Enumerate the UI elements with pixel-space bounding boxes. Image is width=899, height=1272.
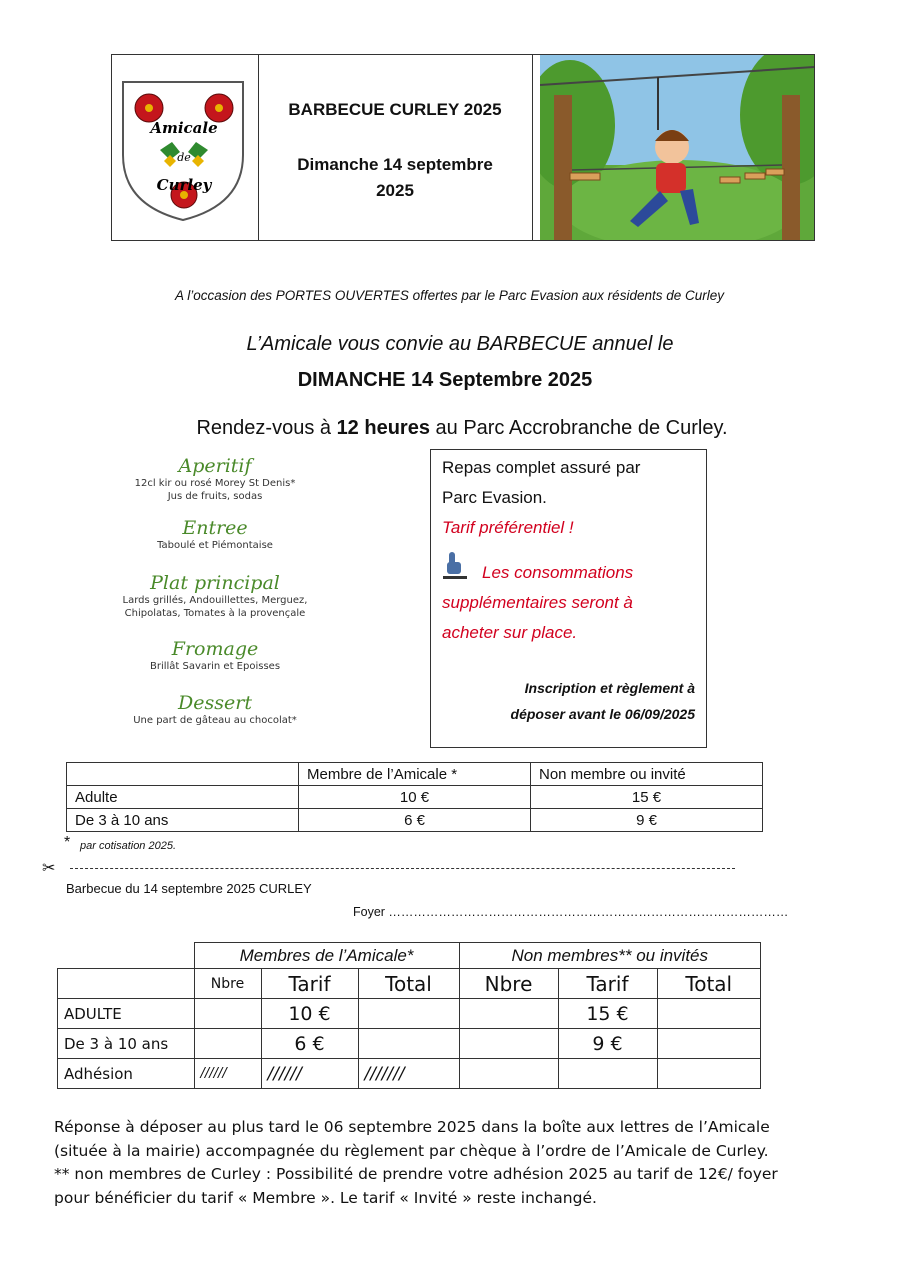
menu-item-dessert	[110, 692, 320, 727]
amicale-crest-logo	[112, 55, 258, 240]
menu-title: Fromage	[171, 638, 259, 660]
group-non-members-header: Non membres** ou invités	[459, 943, 761, 969]
invite-line: L’Amicale vous convie au BARBECUE annuel le	[246, 333, 674, 355]
rdv-line	[0, 417, 899, 440]
menu-desc: Chipolatas, Tomates à la provençale	[124, 608, 306, 619]
input-cell[interactable]	[358, 1029, 459, 1059]
table-cell: 15 €	[558, 999, 657, 1029]
menu-item-entree	[110, 517, 320, 572]
input-cell[interactable]	[194, 1029, 261, 1059]
cut-line	[70, 868, 735, 869]
input-cell[interactable]	[459, 1059, 558, 1089]
table-cell: De 3 à 10 ans	[67, 809, 299, 832]
input-cell[interactable]	[657, 1059, 761, 1089]
row-label: De 3 à 10 ans	[58, 1029, 195, 1059]
header-table	[111, 54, 815, 241]
table-row	[58, 943, 761, 969]
rdv-time: 12 heures	[336, 417, 430, 439]
table-cell: 15 €	[531, 786, 763, 809]
table-cell: 6 €	[299, 809, 531, 832]
menu-title: Aperitif	[178, 455, 252, 477]
input-cell[interactable]	[459, 1029, 558, 1059]
input-cell[interactable]	[558, 1059, 657, 1089]
pointing-hand-icon	[443, 550, 467, 580]
input-cell[interactable]	[358, 999, 459, 1029]
menu-list	[110, 455, 320, 727]
table-cell: 10 €	[261, 999, 358, 1029]
scissors-icon: ✂	[42, 860, 56, 877]
footer-line: pour bénéficier du tarif « Membre ». Le tarif « Invité » reste inchangé.	[54, 1188, 597, 1207]
group-members-header: Membres de l’Amicale*	[194, 943, 459, 969]
table-header: Non membre ou invité	[531, 763, 763, 786]
table-cell	[58, 943, 195, 969]
event-title-cell	[258, 55, 533, 240]
table-row	[67, 809, 763, 832]
table-cell	[58, 969, 195, 999]
row-label: Adhésion	[58, 1059, 195, 1089]
menu-title: Plat principal	[150, 572, 280, 594]
footer-line: Réponse à déposer au plus tard le 06 septembre 2025 dans la boîte aux lettres de l’Amicale	[54, 1118, 770, 1136]
cotisation-note: par cotisation 2025.	[80, 840, 177, 852]
footer-line: ** non membres de Curley : Possibilité de prendre votre adhésion 2025 au tarif de 12€/ foyer	[54, 1165, 778, 1183]
table-row	[58, 969, 761, 999]
col-total: Total	[358, 969, 459, 999]
price-table	[66, 762, 763, 832]
table-cell: //////	[194, 1059, 261, 1089]
table-cell: 9 €	[558, 1029, 657, 1059]
table-row	[58, 1059, 761, 1089]
tarif-preferentiel: Tarif préférentiel !	[442, 518, 574, 537]
foyer-field[interactable]: Foyer ……………………………………………………………………………………	[353, 905, 789, 919]
table-row	[58, 1029, 761, 1059]
svg-text:Curley: Curley	[156, 176, 212, 194]
conso-line3: acheter sur place.	[442, 623, 578, 642]
input-cell[interactable]	[657, 1029, 761, 1059]
menu-desc: Jus de fruits, sodas	[167, 491, 263, 502]
menu-item-fromage	[110, 638, 320, 692]
table-cell: 9 €	[531, 809, 763, 832]
menu-desc: Taboulé et Piémontaise	[157, 540, 273, 551]
cotisation-star: *	[64, 834, 71, 851]
table-cell: //////	[261, 1059, 358, 1089]
col-nbre: Nbre	[194, 969, 261, 999]
col-tarif: Tarif	[558, 969, 657, 999]
menu-item-aperitif	[110, 455, 320, 517]
inscription-line1: Inscription et règlement à	[524, 680, 695, 696]
table-cell	[67, 763, 299, 786]
col-tarif: Tarif	[261, 969, 358, 999]
logo-cell	[112, 55, 259, 240]
date-line: DIMANCHE 14 Septembre 2025	[297, 369, 593, 391]
conso-line2: supplémentaires seront à	[442, 593, 633, 612]
table-cell: 6 €	[261, 1029, 358, 1059]
menu-title: Entree	[182, 517, 248, 539]
inscription-line2: déposer avant le 06/09/2025	[510, 706, 695, 722]
info-line1: Repas complet assuré par	[442, 458, 641, 477]
table-cell: Adulte	[67, 786, 299, 809]
col-nbre: Nbre	[459, 969, 558, 999]
table-row	[67, 763, 763, 786]
footer-notes	[54, 1116, 884, 1210]
event-title: BARBECUE CURLEY 2025	[288, 100, 502, 119]
table-cell: 10 €	[299, 786, 531, 809]
conso-line1: Les consommations	[482, 563, 634, 582]
info-box	[430, 449, 707, 748]
rdv-post: au Parc Accrobranche de Curley.	[429, 417, 728, 439]
order-form-table	[57, 942, 761, 1089]
menu-desc: Lards grillés, Andouillettes, Merguez,	[122, 595, 308, 606]
svg-text:de: de	[177, 151, 191, 164]
footer-line: (située à la mairie) accompagnée du règlement par chèque à l’ordre de l’Amicale de Curley.	[54, 1141, 769, 1160]
table-header: Membre de l’Amicale *	[299, 763, 531, 786]
input-cell[interactable]	[194, 999, 261, 1029]
event-date: Dimanche 14 septembre 2025	[297, 155, 493, 200]
rdv-pre: Rendez-vous à	[196, 417, 337, 439]
table-cell: ///////	[358, 1059, 459, 1089]
table-row	[58, 999, 761, 1029]
menu-title: Dessert	[178, 692, 252, 714]
row-label: ADULTE	[58, 999, 195, 1029]
col-total: Total	[657, 969, 761, 999]
info-line2: Parc Evasion.	[442, 488, 547, 507]
menu-desc: 12cl kir ou rosé Morey St Denis*	[134, 478, 296, 489]
input-cell[interactable]	[657, 999, 761, 1029]
table-row	[67, 786, 763, 809]
input-cell[interactable]	[459, 999, 558, 1029]
form-title: Barbecue du 14 septembre 2025 CURLEY	[66, 881, 312, 896]
svg-text:Amicale: Amicale	[150, 119, 218, 137]
menu-item-plat	[110, 572, 320, 638]
occasion-line: A l’occasion des PORTES OUVERTES offertes par le Parc Evasion aux résidents de Curley	[175, 288, 724, 303]
zipline-illustration	[540, 55, 814, 240]
menu-desc: Brillât Savarin et Epoisses	[149, 661, 281, 672]
menu-desc: Une part de gâteau au chocolat*	[133, 715, 297, 726]
